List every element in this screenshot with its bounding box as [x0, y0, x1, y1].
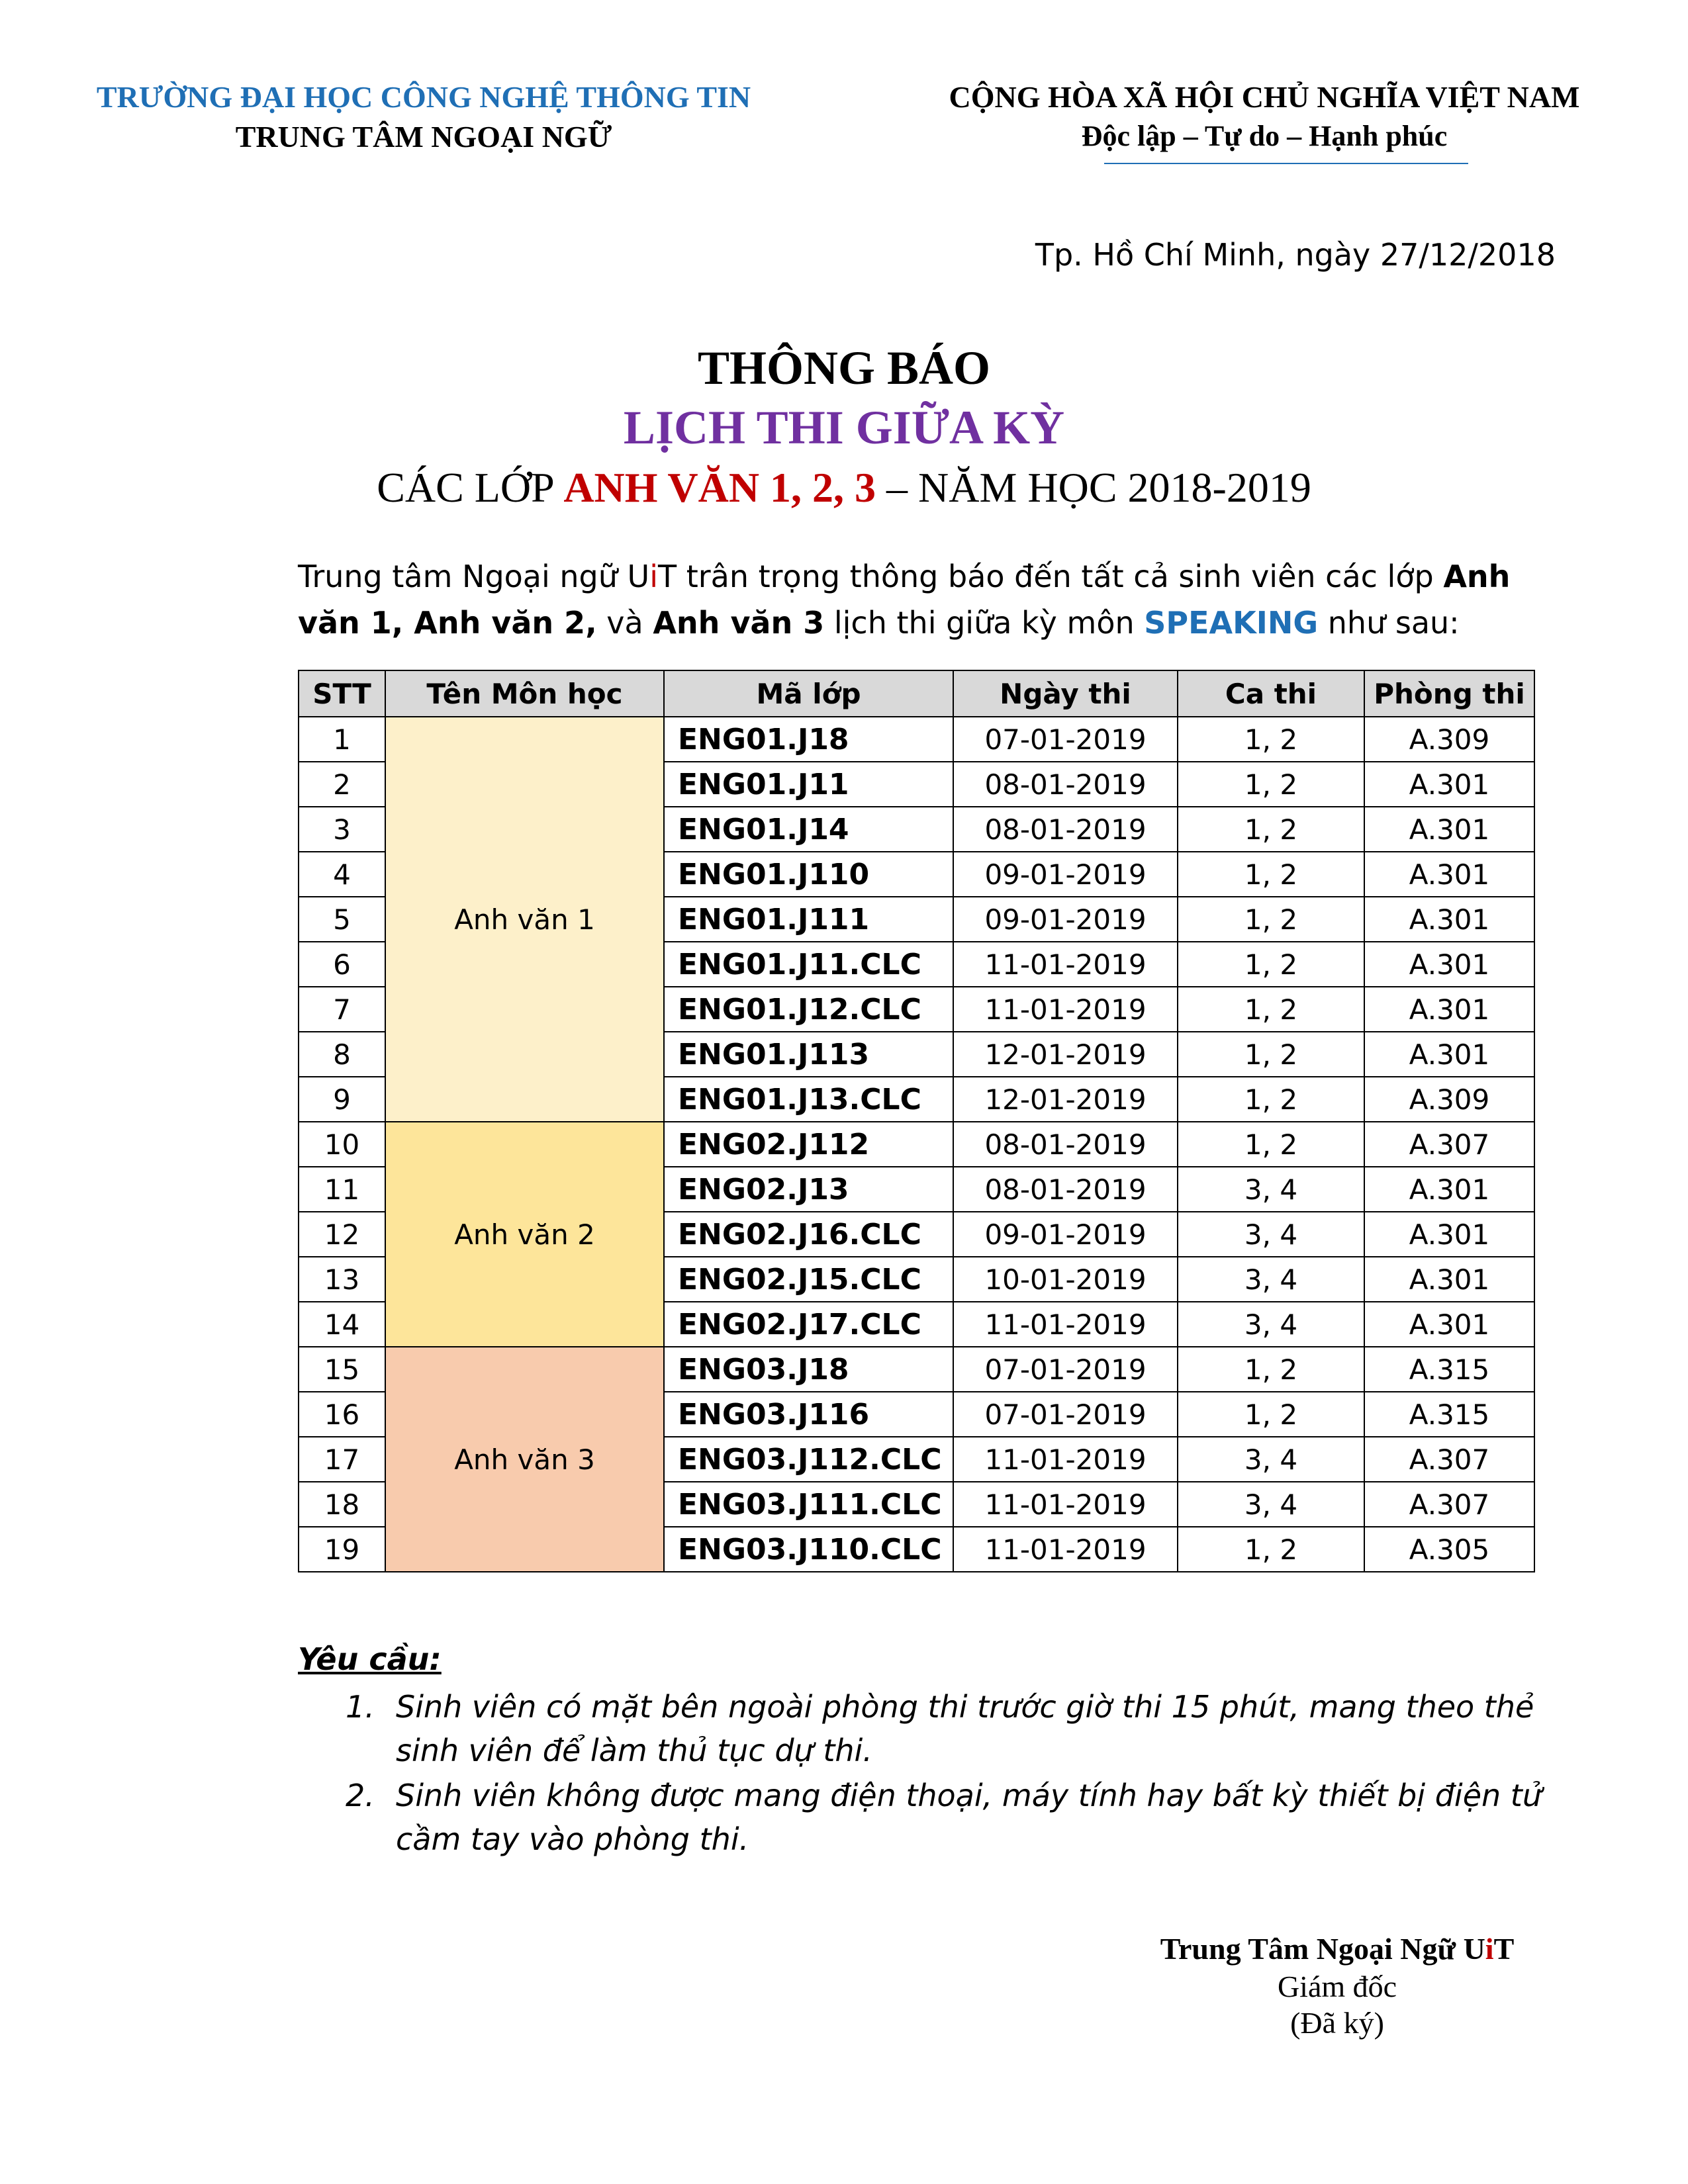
- cell-exam-date: 09-01-2019: [953, 1212, 1178, 1257]
- cell-class-code: ENG01.J11.CLC: [664, 942, 953, 987]
- cell-class-code: ENG01.J113: [664, 1032, 953, 1077]
- cell-stt: 6: [299, 942, 385, 987]
- cell-room: A.315: [1364, 1392, 1534, 1437]
- cell-stt: 14: [299, 1302, 385, 1347]
- signature-status: (Đã ký): [1290, 2006, 1384, 2040]
- cell-room: A.301: [1364, 807, 1534, 852]
- intro-paragraph: [298, 553, 1575, 646]
- cell-exam-date: 11-01-2019: [953, 1482, 1178, 1527]
- cell-class-code: ENG01.J11: [664, 762, 953, 807]
- cell-stt: 3: [299, 807, 385, 852]
- cell-exam-date: 11-01-2019: [953, 1527, 1178, 1572]
- table-row: [299, 717, 1534, 762]
- cell-class-code: ENG01.J18: [664, 717, 953, 762]
- requirement-number: 1.: [346, 1689, 375, 1725]
- cell-room: A.301: [1364, 762, 1534, 807]
- table-header-row: [299, 670, 1534, 717]
- cell-room: A.315: [1364, 1347, 1534, 1392]
- signature-organization: [1152, 1931, 1523, 1966]
- intro-text: lịch thi giữa kỳ môn: [824, 605, 1145, 641]
- cell-room: A.301: [1364, 1257, 1534, 1302]
- cell-class-code: ENG02.J17.CLC: [664, 1302, 953, 1347]
- cell-exam-date: 11-01-2019: [953, 942, 1178, 987]
- cell-exam-date: 07-01-2019: [953, 1392, 1178, 1437]
- cell-class-code: ENG02.J13: [664, 1167, 953, 1212]
- cell-shift: 1, 2: [1178, 1527, 1364, 1572]
- cell-stt: 9: [299, 1077, 385, 1122]
- cell-class-code: ENG01.J12.CLC: [664, 987, 953, 1032]
- cell-stt: 7: [299, 987, 385, 1032]
- uit-logo-i: i: [649, 559, 658, 594]
- header-subject: Tên Môn học: [385, 670, 664, 717]
- cell-shift: 1, 2: [1178, 852, 1364, 897]
- cell-shift: 3, 4: [1178, 1482, 1364, 1527]
- cell-subject: Anh văn 2: [385, 1122, 664, 1347]
- cell-subject: Anh văn 3: [385, 1347, 664, 1572]
- cell-class-code: ENG02.J16.CLC: [664, 1212, 953, 1257]
- cell-shift: 3, 4: [1178, 1257, 1364, 1302]
- cell-room: A.301: [1364, 987, 1534, 1032]
- cell-exam-date: 11-01-2019: [953, 1437, 1178, 1482]
- notice-scope-highlight: ANH VĂN 1, 2, 3: [563, 464, 876, 511]
- cell-exam-date: 11-01-2019: [953, 1302, 1178, 1347]
- cell-shift: 1, 2: [1178, 1347, 1364, 1392]
- signature-role: Giám đốc: [1277, 1970, 1397, 2003]
- cell-stt: 8: [299, 1032, 385, 1077]
- cell-stt: 1: [299, 717, 385, 762]
- cell-class-code: ENG01.J110: [664, 852, 953, 897]
- header-class-code: Mã lớp: [664, 670, 953, 717]
- cell-class-code: ENG03.J111.CLC: [664, 1482, 953, 1527]
- cell-shift: 1, 2: [1178, 1392, 1364, 1437]
- requirement-number: 2.: [346, 1778, 375, 1813]
- cell-stt: 4: [299, 852, 385, 897]
- header-stt: STT: [299, 670, 385, 717]
- table-row: [299, 1122, 1534, 1167]
- cell-room: A.301: [1364, 852, 1534, 897]
- cell-class-code: ENG01.J14: [664, 807, 953, 852]
- cell-shift: 1, 2: [1178, 807, 1364, 852]
- signature-org-text: Trung Tâm Ngoại Ngữ: [1160, 1932, 1464, 1966]
- intro-text: trân trọng thông báo đến tất cả sinh viên các lớp: [677, 559, 1444, 594]
- cell-exam-date: 08-01-2019: [953, 1167, 1178, 1212]
- notice-title: THÔNG BÁO: [697, 341, 991, 394]
- cell-shift: 1, 2: [1178, 1122, 1364, 1167]
- date-line: Tp. Hồ Chí Minh, ngày 27/12/2018: [1035, 237, 1556, 273]
- uit-logo-t: T: [657, 559, 677, 594]
- cell-class-code: ENG03.J110.CLC: [664, 1527, 953, 1572]
- uit-logo-u: U: [1463, 1932, 1485, 1966]
- cell-shift: 1, 2: [1178, 897, 1364, 942]
- cell-stt: 10: [299, 1122, 385, 1167]
- cell-exam-date: 08-01-2019: [953, 807, 1178, 852]
- intro-bold: Anh văn 1, Anh văn 2,: [298, 559, 1511, 641]
- cell-class-code: ENG01.J111: [664, 897, 953, 942]
- cell-exam-date: 11-01-2019: [953, 987, 1178, 1032]
- motto-underline: [1104, 163, 1468, 164]
- cell-class-code: ENG02.J15.CLC: [664, 1257, 953, 1302]
- cell-exam-date: 09-01-2019: [953, 852, 1178, 897]
- cell-class-code: ENG03.J116: [664, 1392, 953, 1437]
- cell-stt: 18: [299, 1482, 385, 1527]
- national-motto: Độc lập – Tự do – Hạnh phúc: [1081, 120, 1448, 152]
- cell-room: A.301: [1364, 1167, 1534, 1212]
- cell-room: A.307: [1364, 1482, 1534, 1527]
- cell-room: A.301: [1364, 1212, 1534, 1257]
- cell-class-code: ENG02.J112: [664, 1122, 953, 1167]
- speaking-highlight: SPEAKING: [1144, 605, 1319, 641]
- cell-stt: 16: [299, 1392, 385, 1437]
- exam-schedule-table: [298, 670, 1535, 1572]
- cell-room: A.309: [1364, 717, 1534, 762]
- header-exam-date: Ngày thi: [953, 670, 1178, 717]
- cell-room: A.307: [1364, 1437, 1534, 1482]
- table-row: [299, 1347, 1534, 1392]
- header-shift: Ca thi: [1178, 670, 1364, 717]
- cell-stt: 12: [299, 1212, 385, 1257]
- cell-shift: 1, 2: [1178, 1032, 1364, 1077]
- cell-exam-date: 10-01-2019: [953, 1257, 1178, 1302]
- cell-stt: 11: [299, 1167, 385, 1212]
- requirements-title: Yêu cầu:: [298, 1641, 442, 1677]
- cell-room: A.307: [1364, 1122, 1534, 1167]
- uit-logo-u: U: [627, 559, 650, 594]
- intro-bold: Anh văn 3: [653, 605, 825, 641]
- cell-room: A.301: [1364, 942, 1534, 987]
- cell-room: A.305: [1364, 1527, 1534, 1572]
- intro-text: như sau:: [1318, 605, 1460, 641]
- cell-shift: 3, 4: [1178, 1167, 1364, 1212]
- cell-exam-date: 07-01-2019: [953, 717, 1178, 762]
- cell-exam-date: 09-01-2019: [953, 897, 1178, 942]
- intro-text: Trung tâm Ngoại ngữ: [298, 559, 628, 594]
- cell-exam-date: 08-01-2019: [953, 1122, 1178, 1167]
- uit-logo-i: i: [1485, 1932, 1494, 1966]
- cell-class-code: ENG03.J18: [664, 1347, 953, 1392]
- cell-shift: 1, 2: [1178, 1077, 1364, 1122]
- cell-room: A.301: [1364, 1032, 1534, 1077]
- intro-text: và: [596, 605, 653, 641]
- cell-room: A.301: [1364, 897, 1534, 942]
- cell-stt: 17: [299, 1437, 385, 1482]
- notice-scope: [0, 463, 1688, 512]
- cell-shift: 1, 2: [1178, 762, 1364, 807]
- cell-exam-date: 08-01-2019: [953, 762, 1178, 807]
- notice-scope-prefix: CÁC LỚP: [377, 464, 564, 511]
- header-room: Phòng thi: [1364, 670, 1534, 717]
- school-name: TRƯỜNG ĐẠI HỌC CÔNG NGHỆ THÔNG TIN: [96, 80, 751, 114]
- cell-stt: 2: [299, 762, 385, 807]
- requirement-text: Sinh viên không được mang điện thoại, máy tính hay bất kỳ thiết bị điện tử cầm tay vào phòng thi.: [396, 1778, 1542, 1857]
- notice-scope-suffix: – NĂM HỌC 2018-2019: [876, 464, 1311, 511]
- cell-room: A.309: [1364, 1077, 1534, 1122]
- cell-stt: 15: [299, 1347, 385, 1392]
- cell-shift: 1, 2: [1178, 717, 1364, 762]
- cell-shift: 3, 4: [1178, 1437, 1364, 1482]
- cell-shift: 3, 4: [1178, 1212, 1364, 1257]
- notice-subtitle: LỊCH THI GIỮA KỲ: [623, 401, 1065, 454]
- cell-exam-date: 12-01-2019: [953, 1032, 1178, 1077]
- requirement-text: Sinh viên có mặt bên ngoài phòng thi trước giờ thi 15 phút, mang theo thẻ sinh viên để làm thủ tục dự thi.: [396, 1689, 1534, 1768]
- cell-stt: 13: [299, 1257, 385, 1302]
- cell-room: A.301: [1364, 1302, 1534, 1347]
- cell-exam-date: 07-01-2019: [953, 1347, 1178, 1392]
- cell-exam-date: 12-01-2019: [953, 1077, 1178, 1122]
- uit-logo-t: T: [1493, 1932, 1515, 1966]
- cell-subject: Anh văn 1: [385, 717, 664, 1122]
- cell-shift: 1, 2: [1178, 942, 1364, 987]
- cell-stt: 19: [299, 1527, 385, 1572]
- national-title: CỘNG HÒA XÃ HỘI CHỦ NGHĨA VIỆT NAM: [949, 80, 1580, 114]
- cell-shift: 3, 4: [1178, 1302, 1364, 1347]
- cell-class-code: ENG01.J13.CLC: [664, 1077, 953, 1122]
- cell-shift: 1, 2: [1178, 987, 1364, 1032]
- cell-stt: 5: [299, 897, 385, 942]
- cell-class-code: ENG03.J112.CLC: [664, 1437, 953, 1482]
- table-body: [299, 717, 1534, 1572]
- center-name: TRUNG TÂM NGOẠI NGỮ: [235, 120, 612, 154]
